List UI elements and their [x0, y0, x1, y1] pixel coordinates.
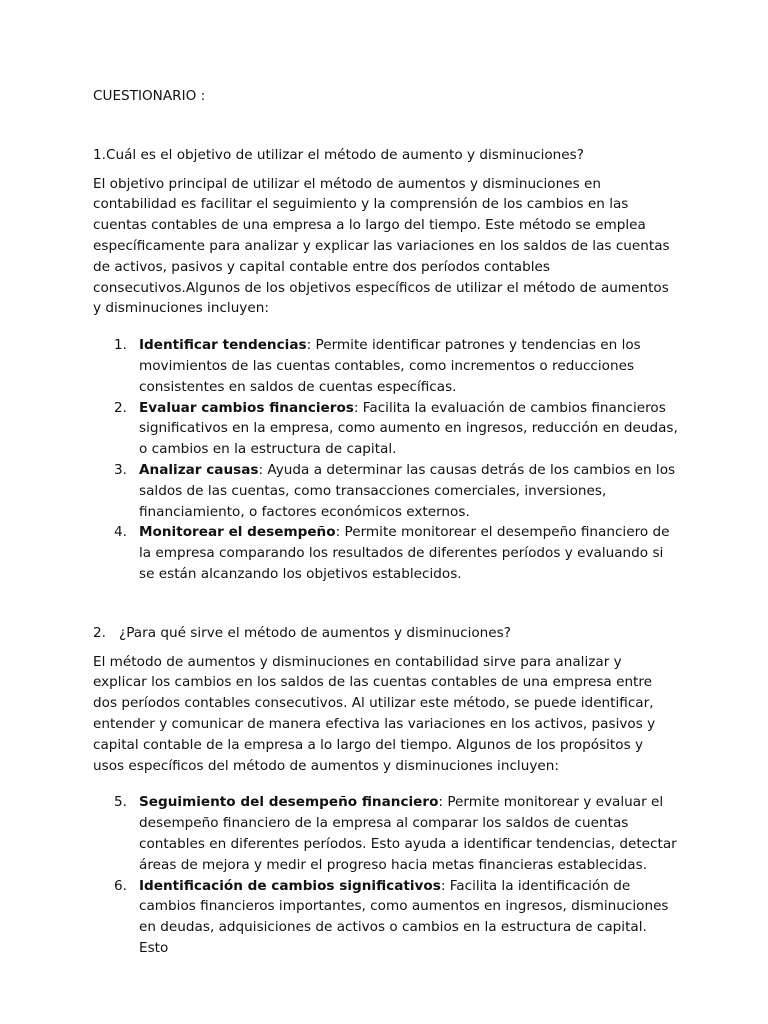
answer-1-paragraph: El objetivo principal de utilizar el método de aumentos y disminuciones en contabilidad es facilitar el seguimiento y la comprensión de los cambios en las cuentas contables de una empresa a lo largo del tiempo. Este método se emplea específicamente para analizar y explicar las variaciones en los saldos de las cuentas de activos, pasivos y capital contable entre dos períodos contables consecutivos.Algunos de los objetivos específicos de utilizar el método de aumentos y disminuciones incluyen:: [93, 175, 670, 317]
list-item-text: : Facilita la identificación de cambios financieros importantes, como aumentos en ingresos, disminuciones en deudas, adquisiciones de activos o cambios en la estructura de capital. Esto: [139, 877, 669, 956]
list-item-number: 3.: [114, 461, 127, 478]
question-2-text: ¿Para qué sirve el método de aumentos y disminuciones?: [119, 624, 511, 641]
list-item-number: 4.: [114, 524, 127, 541]
answer-1-list: [93, 335, 678, 585]
list-item-term: Evaluar cambios financieros: [139, 399, 354, 416]
list-item-number: 5.: [114, 794, 127, 811]
answer-2-list: [93, 792, 678, 958]
list-item-number: 6.: [114, 877, 127, 894]
list-item-text: : Ayuda a determinar las causas detrás de los cambios en los saldos de las cuentas, como transacciones comerciales, inversiones, financiamiento, o factores económicos externos.: [139, 461, 676, 520]
list-item-term: Seguimiento del desempeño financiero: [139, 794, 439, 811]
list-item-term: Analizar causas: [139, 461, 259, 478]
list-item: [93, 522, 678, 584]
section-spacer: [93, 585, 678, 623]
list-item-term: Identificar tendencias: [139, 337, 307, 354]
list-item: [93, 335, 678, 397]
document-heading: CUESTIONARIO :: [93, 88, 206, 104]
question-1: 1.Cuál es el objetivo de utilizar el método de aumento y disminuciones?: [93, 146, 584, 163]
list-item-number: 1.: [114, 337, 127, 354]
list-item-term: Monitorear el desempeño: [139, 524, 336, 541]
list-item: [93, 398, 678, 460]
list-item-text: : Permite monitorear el desempeño financiero de la empresa comparando los resultados de diferentes períodos y evaluando si se están alcanzando los objetivos establecidos.: [139, 524, 670, 582]
question-2: [93, 623, 678, 644]
document-body: [93, 86, 678, 959]
list-item-text: : Permite monitorear y evaluar el desempeño financiero de la empresa al comparar los saldos de cuentas contables en diferentes períodos. Esto ayuda a identificar tendencias, detectar áreas de mejora y medir el progreso hacia metas financieras establecidas.: [139, 794, 677, 873]
list-item-text: : Permite identificar patrones y tendencias en los movimientos de las cuentas contables, como incrementos o reducciones consistentes en saldos de cuentas específicas.: [139, 337, 641, 395]
list-item: [93, 876, 678, 959]
answer-2-paragraph: El método de aumentos y disminuciones en contabilidad sirve para analizar y explicar los cambios en los saldos de las cuentas contables de una empresa entre dos períodos contables consecutivos. Al utilizar este método, se puede identificar, entender y comunicar de manera efectiva las variaciones en los activos, pasivos y capital contable de la empresa a lo largo del tiempo. Algunos de los propósitos y usos específicos del método de aumentos y disminuciones incluyen:: [93, 653, 656, 774]
list-item: [93, 460, 678, 522]
list-item-number: 2.: [114, 399, 127, 416]
list-item-term: Identificación de cambios significativos: [139, 877, 441, 894]
list-item: [93, 792, 678, 875]
list-item-text: : Facilita la evaluación de cambios financieros significativos en la empresa, como aumento en ingresos, reducción en deudas, o cambios en la estructura de capital.: [139, 399, 678, 458]
question-2-number: 2.: [93, 624, 106, 641]
